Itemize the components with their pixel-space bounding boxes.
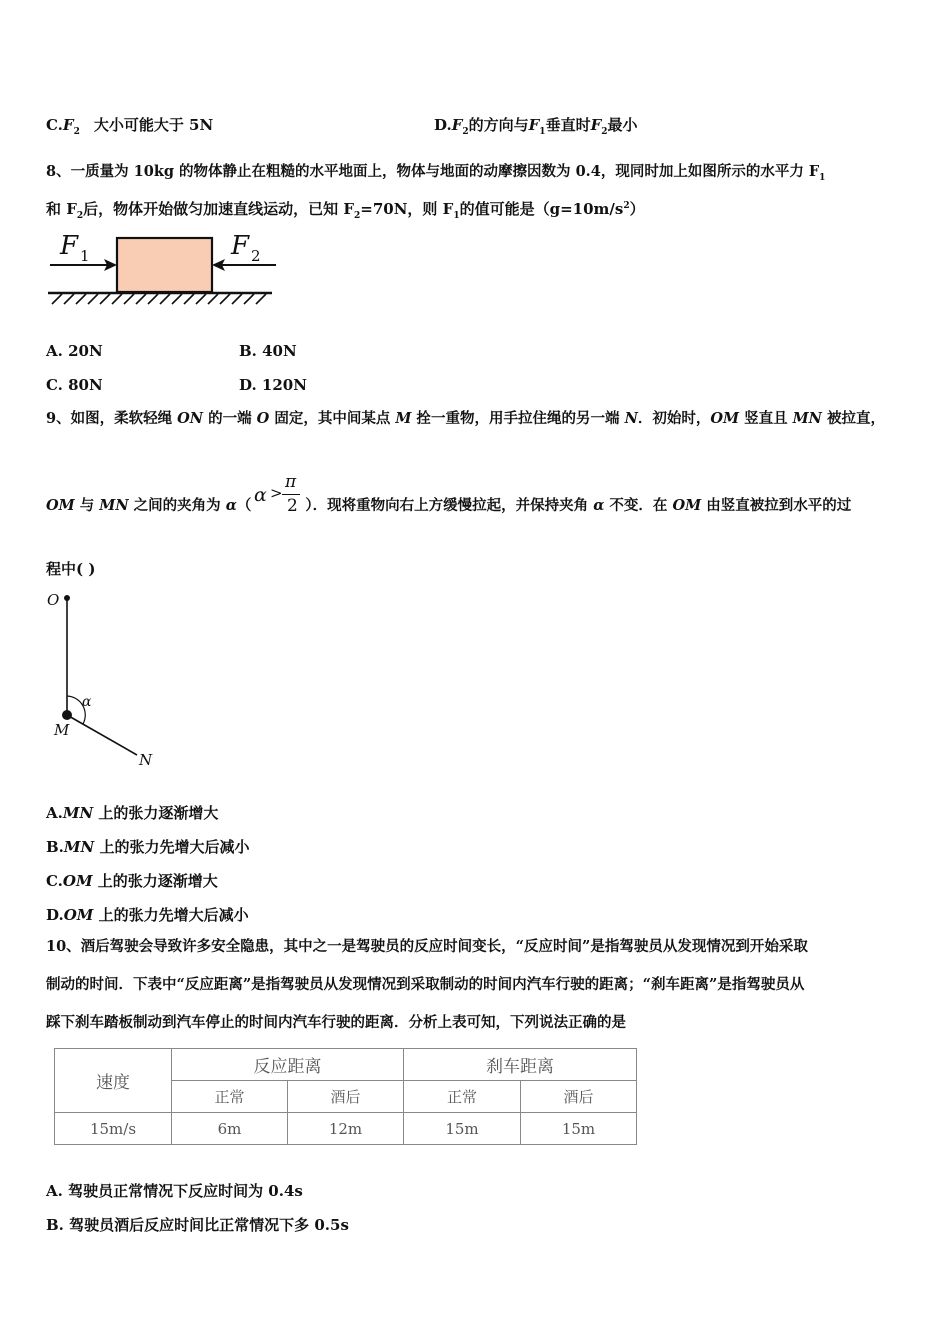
f1-label-sub: 1 — [80, 247, 90, 265]
q10-stem-line3: 踩下刹车踏板制动到汽车停止的时间内汽车行驶的距离．分析上表可知，下列说法正确的是 — [46, 1014, 626, 1031]
f2-label: F — [231, 231, 250, 261]
fraction-numerator: π — [285, 472, 297, 492]
q9-fraction-expression — [252, 472, 312, 522]
block — [117, 238, 212, 292]
q8-option-d: D. 120N — [239, 376, 307, 394]
table-cell: 15m — [404, 1113, 521, 1145]
label-n: N — [139, 751, 153, 769]
weight-m — [62, 710, 72, 720]
fraction-alpha: α — [254, 484, 267, 506]
q10-stem-line1: 10、酒后驾驶会导致许多安全隐患，其中之一是驾驶员的反应时间变长，“反应时间”是指驾驶员从发现情况到开始采取 — [46, 938, 808, 955]
q10-stem-line2: 制动的时间．下表中“反应距离”是指驾驶员从发现情况到采取制动的时间内汽车行驶的距离；“刹车距离”是指驾驶员从 — [46, 976, 805, 993]
q8-force-diagram — [40, 225, 280, 313]
q10-distance-table — [54, 1048, 637, 1145]
table-subheader: 酒后 — [521, 1081, 637, 1113]
fraction-denominator: 2 — [287, 496, 298, 516]
q8-stem-line1: 8、一质量为 10kg 的物体静止在粗糙的水平地面上，物体与地面的动摩擦因数为 0.4，现同时加上如图所示的水平力 $F_1$ — [46, 163, 826, 183]
q9-stem-line3: 程中( ) — [46, 560, 96, 578]
table-subheader: 正常 — [172, 1081, 288, 1113]
table-cell: 15m/s — [55, 1113, 172, 1145]
q10-distance-table-wrap — [54, 1048, 637, 1145]
table-header-reaction-distance: 反应距离 — [172, 1049, 404, 1081]
table-cell: 6m — [172, 1113, 288, 1145]
f2-label-sub: 2 — [251, 247, 261, 265]
label-m: M — [54, 721, 70, 739]
table-row — [55, 1113, 637, 1145]
table-subheader: 酒后 — [288, 1081, 404, 1113]
q9-stem-line1: 9、如图，柔软轻绳 ON 的一端 O 固定，其中间某点 M 拴一重物，用手拉住绳的另一端 N．初始时，OM 竖直且 MN 被拉直， — [46, 410, 885, 427]
q9-rope-diagram — [40, 588, 170, 773]
q8-stem-line2: 和 $F_2$后，物体开始做匀加速直线运动，已知 $F_2=70N$，则 $F_1$的值可能是$(g=10m/s^2)$ — [46, 200, 645, 221]
q7-option-c: $C.F_2$ 大小可能大于 5N — [46, 116, 214, 137]
q7-option-d: $D.F_2$的方向与$F_1$垂直时$F_2$最小 — [434, 116, 638, 137]
table-header-speed: 速度 — [55, 1049, 172, 1113]
rope-mn — [67, 715, 137, 755]
q8-option-a: A. 20N — [46, 342, 103, 360]
label-o: O — [47, 591, 60, 609]
q8-option-b: B. 40N — [239, 342, 297, 360]
q8-option-c: C. 80N — [46, 376, 103, 394]
q9-option-b: B.MN 上的张力先增大后减小 — [46, 838, 250, 856]
q10-option-b: B. 驾驶员酒后反应时间比正常情况下多 0.5s — [46, 1216, 349, 1234]
q9-option-c: C.OM 上的张力逐渐增大 — [46, 872, 218, 890]
table-header-braking-distance: 刹车距离 — [404, 1049, 637, 1081]
fraction-gt: > — [270, 484, 283, 502]
table-cell: 15m — [521, 1113, 637, 1145]
q9-option-a: A.MN 上的张力逐渐增大 — [46, 804, 219, 822]
table-cell: 12m — [288, 1113, 404, 1145]
q9-option-d: D.OM 上的张力先增大后减小 — [46, 906, 249, 924]
table-subheader: 正常 — [404, 1081, 521, 1113]
f1-label: F — [60, 231, 79, 261]
q10-option-a: A. 驾驶员正常情况下反应时间为 0.4s — [46, 1182, 303, 1200]
q9-stem-line2: OM 与 MN 之间的夹角为 α（ ）．现将重物向右上方缓慢拉起，并保持夹角 α 不变．在 OM 由竖直被拉到水平的过 — [46, 497, 852, 514]
fraction-bar — [282, 494, 300, 495]
label-alpha: α — [82, 694, 92, 710]
ground-hatching — [52, 294, 266, 304]
